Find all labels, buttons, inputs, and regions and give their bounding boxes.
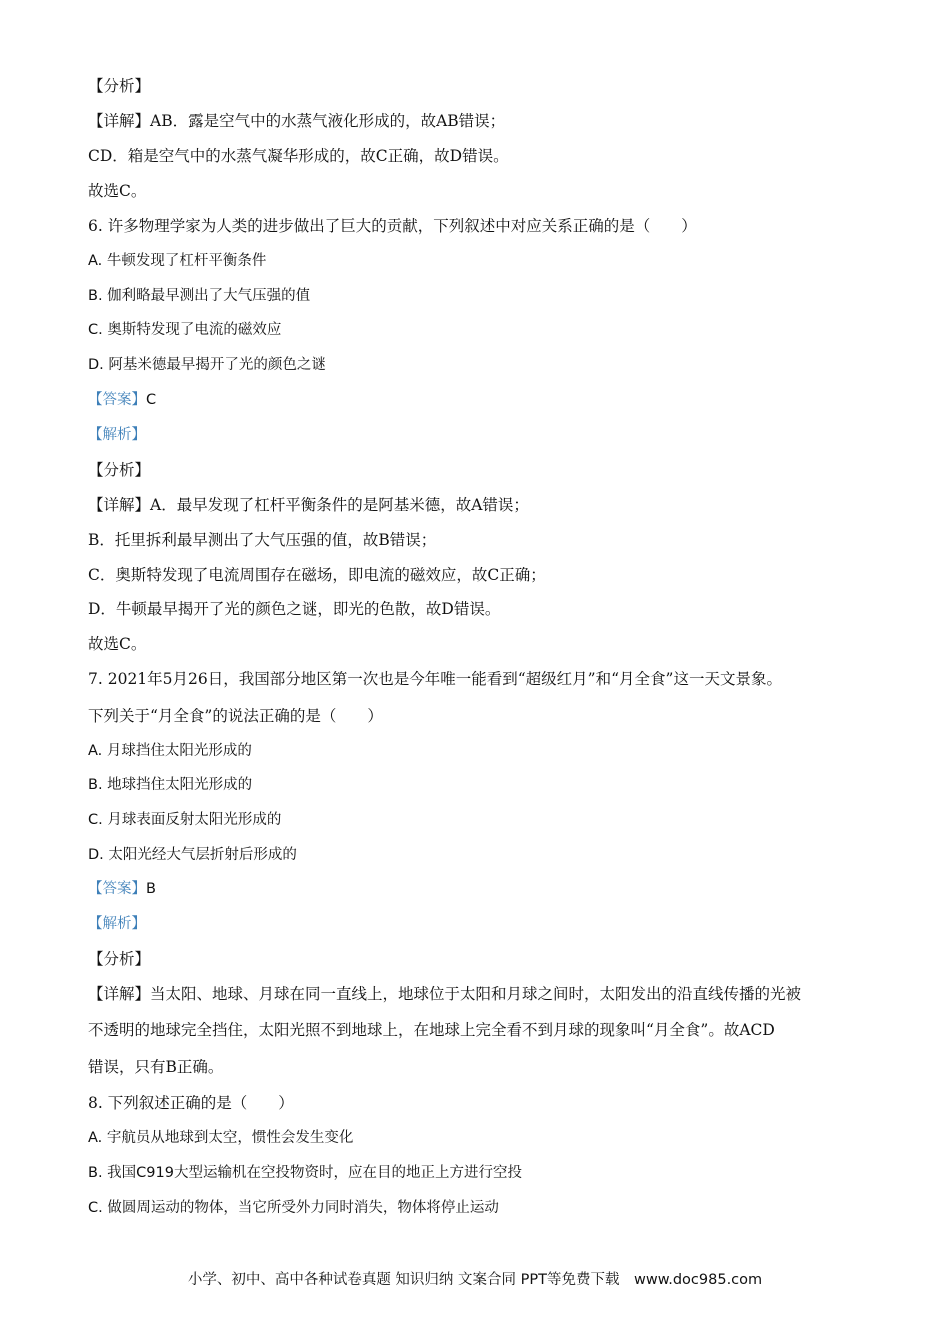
answer-value: C [146, 392, 157, 408]
detail-line: 错误，只有B正确。 [88, 1058, 224, 1076]
conclusion-line: 故选C。 [88, 635, 147, 653]
question-6-explanation-label [88, 423, 880, 447]
page-footer[interactable]: 小学、初中、高中各种试卷真题 知识归纳 文案合同 PPT等免费下载 www.doc985.com [187, 1272, 763, 1288]
question-7-option-b: B. 地球挡住太阳光形成的 [88, 777, 253, 793]
detail-line: 【详解】AB．露是空气中的水蒸气液化形成的，故AB错误； [88, 112, 506, 130]
answer-value: B [146, 881, 156, 897]
detail-line: B．托里拆利最早测出了大气压强的值，故B错误； [88, 531, 437, 549]
question-6-option-d: D. 阿基米德最早揭开了光的颜色之谜 [88, 357, 326, 373]
question-6-stem: 6. 许多物理学家为人类的进步做出了巨大的贡献，下列叙述中对应关系正确的是（ ） [88, 217, 697, 235]
analysis-heading: 【分析】 [88, 461, 151, 479]
question-8-option-c: C. 做圆周运动的物体，当它所受外力同时消失，物体将停止运动 [88, 1200, 499, 1216]
detail-line: 【详解】当太阳、地球、月球在同一直线上，地球位于太阳和月球之间时，太阳发出的沿直线传播的光被 [88, 985, 802, 1003]
question-7-stem: 7. 2021年5月26日，我国部分地区第一次也是今年唯一能看到“超级红月”和“月全食”这一天文景象。 [88, 670, 782, 688]
detail-line: D．牛顿最早揭开了光的颜色之谜，即光的色散，故D错误。 [88, 600, 501, 618]
explanation-label: 【解析】 [88, 427, 146, 443]
answer-label: 【答案】 [88, 392, 146, 408]
detail-line: C．奥斯特发现了电流周围存在磁场，即电流的磁效应，故C正确； [88, 566, 546, 584]
question-7-option-c: C. 月球表面反射太阳光形成的 [88, 812, 282, 828]
question-8-stem: 8. 下列叙述正确的是（ ） [88, 1094, 294, 1112]
question-7-explanation-label [88, 912, 880, 936]
question-6-answer [88, 388, 880, 412]
analysis-heading: 【分析】 [88, 950, 151, 968]
question-7-option-a: A. 月球挡住太阳光形成的 [88, 743, 252, 759]
question-7-option-d: D. 太阳光经大气层折射后形成的 [88, 847, 297, 863]
answer-label: 【答案】 [88, 881, 146, 897]
detail-line: 【详解】A．最早发现了杠杆平衡条件的是阿基米德，故A错误； [88, 496, 529, 514]
question-6-option-c: C. 奥斯特发现了电流的磁效应 [88, 322, 282, 338]
detail-line: CD．箱是空气中的水蒸气凝华形成的，故C正确，故D错误。 [88, 147, 509, 165]
question-7-answer [88, 877, 880, 901]
question-8-option-a: A. 宇航员从地球到太空，惯性会发生变化 [88, 1130, 354, 1146]
explanation-label: 【解析】 [88, 916, 146, 932]
question-7-stem-cont: 下列关于“月全食”的说法正确的是（ ） [88, 707, 383, 725]
analysis-heading: 【分析】 [88, 77, 151, 95]
detail-line: 不透明的地球完全挡住，太阳光照不到地球上，在地球上完全看不到月球的现象叫“月全食”。故ACD [88, 1021, 775, 1039]
question-6-option-a: A. 牛顿发现了杠杆平衡条件 [88, 253, 267, 269]
conclusion-line: 故选C。 [88, 182, 147, 200]
question-8-option-b: B. 我国C919大型运输机在空投物资时，应在目的地正上方进行空投 [88, 1165, 522, 1181]
question-6-option-b: B. 伽利略最早测出了大气压强的值 [88, 288, 311, 304]
